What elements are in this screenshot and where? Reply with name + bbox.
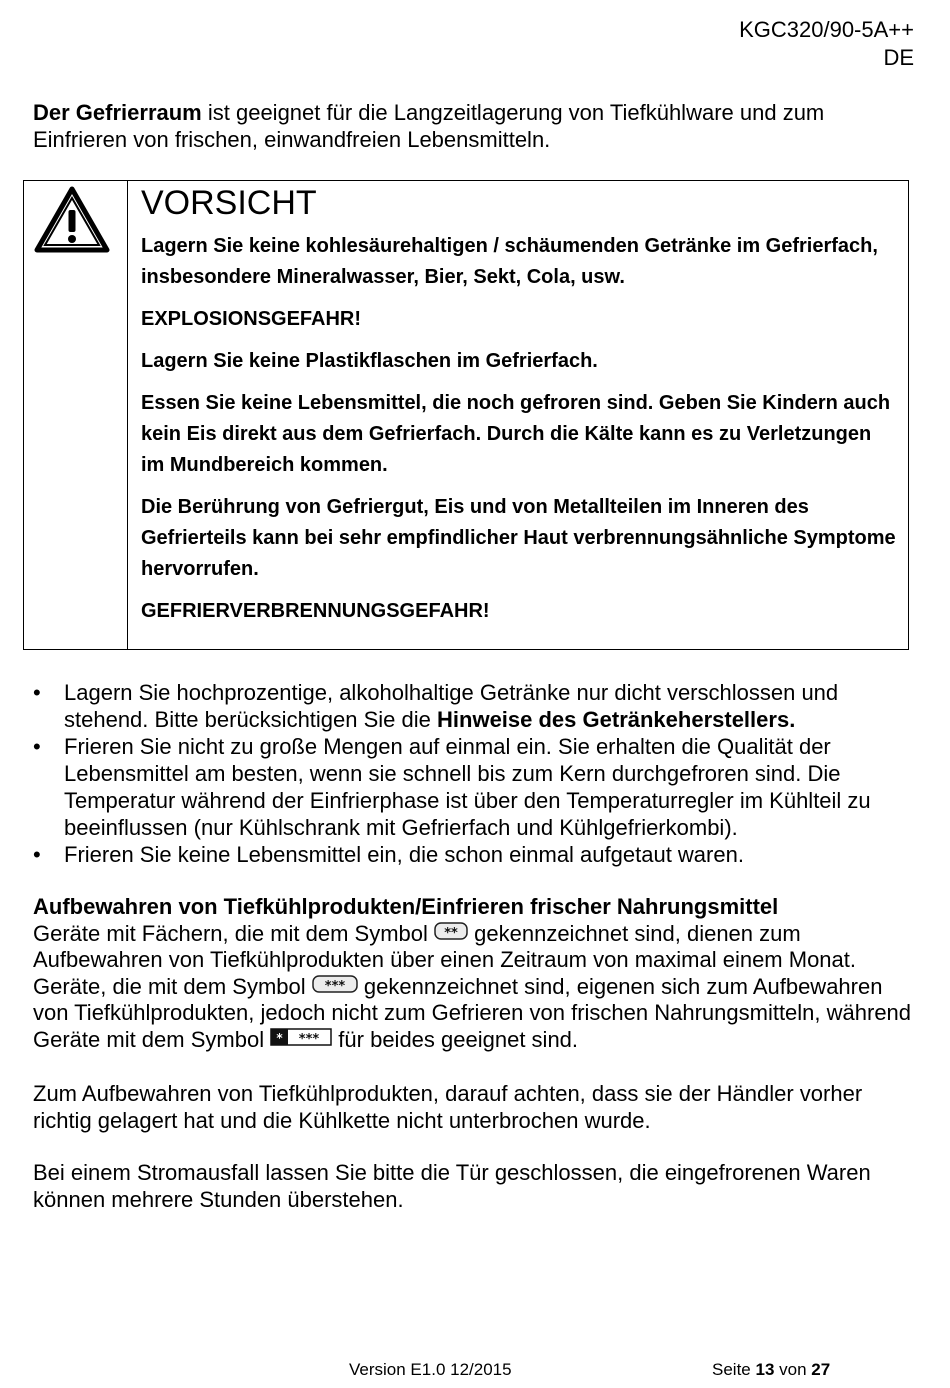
intro-paragraph	[33, 99, 913, 153]
warning-triangle-icon	[34, 186, 110, 254]
footer-page-number	[712, 1360, 830, 1380]
svg-text:***: ***	[324, 978, 345, 993]
storage-section	[33, 894, 923, 1054]
list-item: • Frieren Sie keine Lebensmittel ein, die schon einmal aufgetaut waren.	[33, 841, 923, 868]
list-item: • Frieren Sie nicht zu große Mengen auf einmal ein. Sie erhalten die Qualität der Lebensmittel am besten, wenn sie schnell bis zum Kern durchgefroren sind. Die Temperatur während der Einfrierphase ist über den Temperaturregler im Kühlteil zu beeinflussen (nur Kühlschrank mit Gefrierfach und Kühlgefrierkombi).	[33, 733, 923, 841]
three-star-freezer-icon	[312, 975, 358, 993]
language-code: DE	[883, 45, 914, 70]
warning-title: VORSICHT	[141, 184, 317, 222]
intro-text: ist geeignet für die Langzeitlagerung von Tiefkühlware und zum Einfrieren von frischen, einwandfreien Lebensmitteln.	[33, 100, 825, 152]
svg-text:*: *	[276, 1031, 283, 1046]
bullet-bold: Hinweise des Getränkeherstellers.	[437, 707, 796, 732]
two-star-freezer-icon	[434, 922, 468, 940]
list-item	[33, 679, 923, 733]
power-outage-paragraph: Bei einem Stromausfall lassen Sie bitte die Tür geschlossen, die eingefrorenen Waren können mehrere Stunden überstehen.	[33, 1160, 871, 1212]
page-prefix: Seite	[712, 1360, 756, 1379]
model-number: KGC320/90-5A++	[739, 17, 914, 42]
page-mid: von	[774, 1360, 812, 1379]
page-current: 13	[755, 1360, 775, 1379]
footer-version: Version E1.0 12/2015	[349, 1360, 512, 1379]
svg-text:**: **	[444, 925, 458, 940]
four-star-freezer-icon	[270, 1028, 332, 1046]
page-total: 27	[811, 1360, 831, 1379]
bullet-text: Lagern Sie hochprozentige, alkoholhaltige Getränke nur dicht verschlossen und stehend. Bitte berücksichtigen Sie die	[64, 680, 839, 732]
section-body	[33, 921, 923, 1054]
section-text: für beides geeignet sind.	[332, 1026, 579, 1052]
warning-box	[23, 180, 909, 650]
section-text: Geräte mit Fächern, die mit dem Symbol	[33, 920, 435, 946]
warning-paragraph: GEFRIERVERBRENNUNGSGEFAHR!	[141, 600, 490, 622]
warning-paragraph: Die Berührung von Gefriergut, Eis und von Metallteilen im Inneren des Gefrierteils kann bei sehr empfindlicher Haut verbrennungsähnliche Symptome hervorrufen.	[141, 496, 896, 580]
intro-bold: Der Gefrierraum	[33, 100, 202, 125]
section-text: gekennzeichnet sind, eigenen sich zum Aufbewahren von Tiefkühlprodukten, jedoch nicht zum Gefrieren von frischen Nahrungsmitteln, während Geräte mit dem Symbol	[33, 973, 912, 1052]
warning-content	[128, 181, 908, 649]
page-header	[739, 16, 914, 72]
section-title: Aufbewahren von Tiefkühlprodukten/Einfrieren frischer Nahrungsmittel	[33, 894, 779, 919]
section-text: gekennzeichnet sind, dienen zum Aufbewahren von Tiefkühlprodukten über einen Zeitraum von maximal einem Monat. Geräte, die mit dem Symbol	[33, 920, 857, 999]
svg-text:***: ***	[298, 1032, 320, 1047]
warning-paragraph: Essen Sie keine Lebensmittel, die noch gefroren sind. Geben Sie Kindern auch kein Eis direkt aus dem Gefrierfach. Durch die Kälte kann es zu Verletzungen im Mundbereich kommen.	[141, 392, 891, 476]
cold-chain-paragraph: Zum Aufbewahren von Tiefkühlprodukten, darauf achten, dass sie der Händler vorher richtig gelagert hat und die Kühlkette nicht unterbrochen wurde.	[33, 1081, 863, 1133]
warning-paragraph: Lagern Sie keine Plastikflaschen im Gefrierfach.	[141, 350, 598, 372]
warning-paragraph: Lagern Sie keine kohlesäurehaltigen / schäumenden Getränke im Gefrierfach, insbesondere Mineralwasser, Bier, Sekt, Cola, usw.	[141, 235, 878, 288]
warning-icon-cell	[24, 181, 128, 649]
warning-paragraph: EXPLOSIONSGEFAHR!	[141, 308, 362, 330]
bullet-list	[33, 679, 923, 868]
